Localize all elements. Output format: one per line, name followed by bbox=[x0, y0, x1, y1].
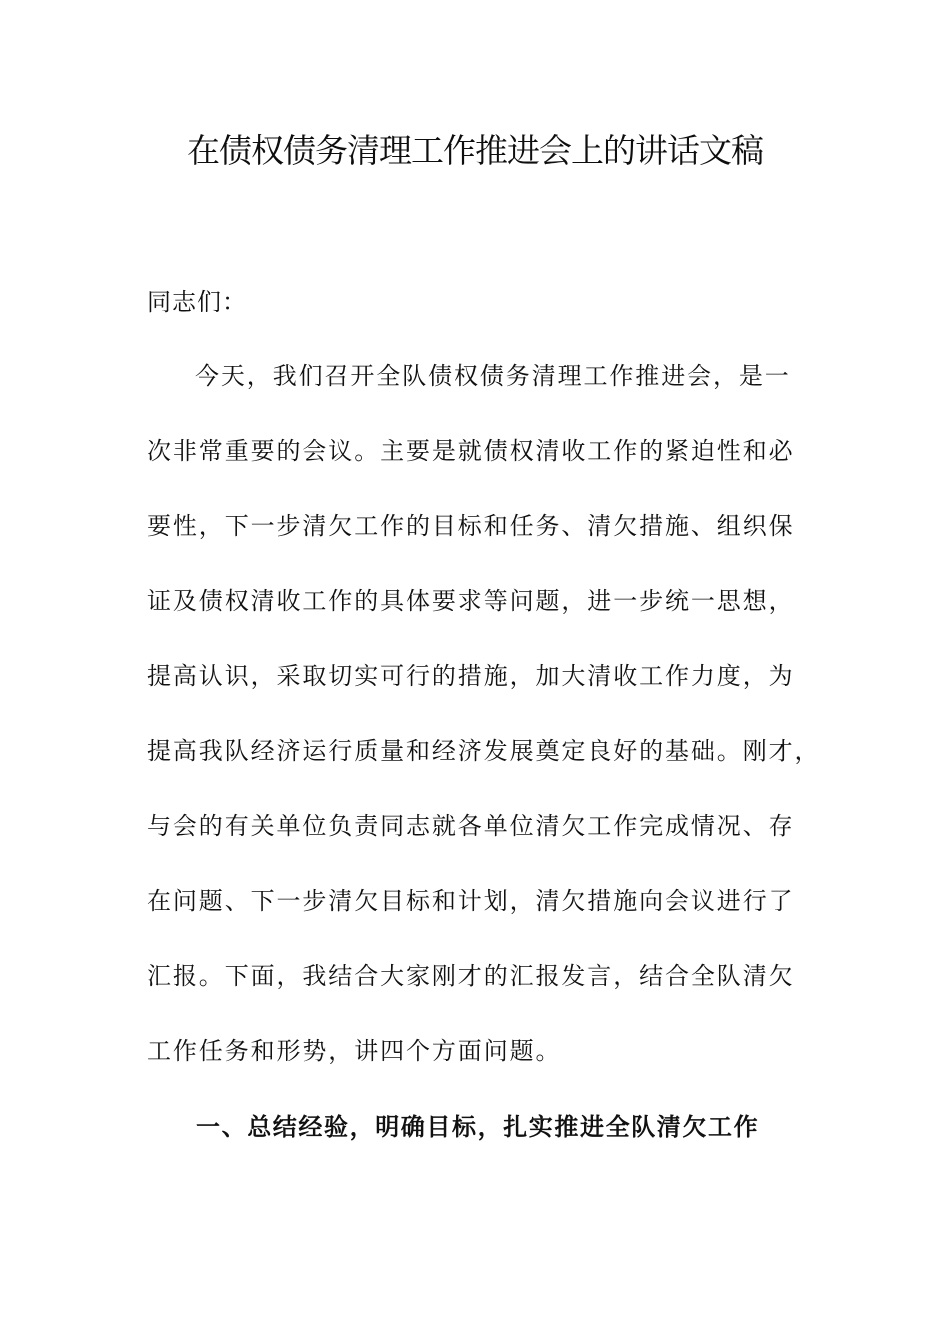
paragraph-line: 与会的有关单位负责同志就各单位清欠工作完成情况、存 bbox=[147, 812, 795, 840]
document-title: 在债权债务清理工作推进会上的讲话文稿 bbox=[187, 131, 763, 170]
section-heading: 一、总结经验，明确目标，扎实推进全队清欠工作 bbox=[196, 1112, 760, 1141]
paragraph-line: 汇报。下面，我结合大家刚才的汇报发言，结合全队清欠 bbox=[147, 962, 795, 990]
paragraph-line: 提高我队经济运行质量和经济发展奠定良好的基础。刚才， bbox=[147, 737, 821, 765]
paragraph-line: 次非常重要的会议。主要是就债权清收工作的紧迫性和必 bbox=[147, 437, 795, 465]
paragraph-line: 提高认识，采取切实可行的措施，加大清收工作力度，为 bbox=[147, 662, 795, 690]
paragraph-line: 工作任务和形势，讲四个方面问题。 bbox=[147, 1037, 562, 1065]
paragraph-line: 今天，我们召开全队债权债务清理工作推进会，是一 bbox=[195, 362, 791, 390]
paragraph-line: 要性，下一步清欠工作的目标和任务、清欠措施、组织保 bbox=[147, 512, 795, 540]
paragraph-line: 在问题、下一步清欠目标和计划，清欠措施向会议进行了 bbox=[147, 887, 795, 915]
paragraph-line: 证及债权清收工作的具体要求等问题，进一步统一思想， bbox=[147, 587, 795, 615]
salutation: 同志们： bbox=[147, 288, 247, 316]
